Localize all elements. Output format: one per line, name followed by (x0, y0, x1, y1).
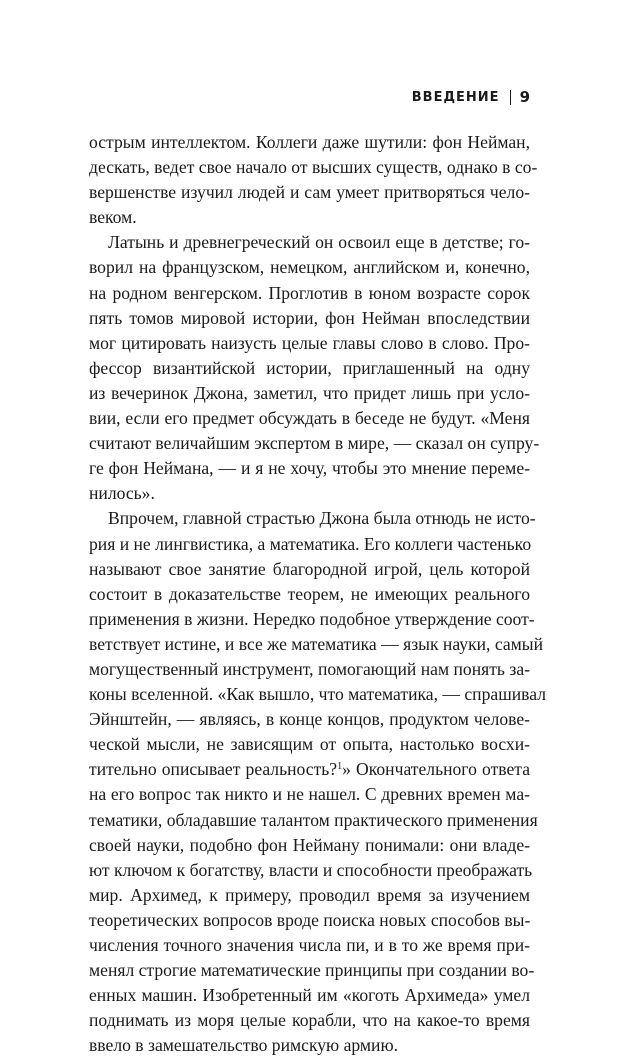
text-line-content: Латынь и древнегреческий он освоил еще в детстве; го- (108, 232, 530, 253)
text-line (89, 958, 535, 983)
text-line-continuation: » Окончательного ответа (342, 759, 530, 780)
text-line-content: ворил на французском, немецком, английском и, конечно, (89, 257, 530, 278)
text-line (89, 506, 536, 531)
text-line-content: тематики, обладавшие талантом практического применения (89, 809, 538, 830)
text-line (89, 481, 530, 506)
text-line-content: нилось». (89, 483, 155, 504)
text-line-content: ческой мысли, не зависящим от опыта, настолько восхи- (89, 734, 530, 755)
text-line (89, 306, 530, 331)
text-line (89, 582, 530, 607)
text-line-content: своей науки, подобно фон Нейману понимали: они владе- (89, 834, 530, 855)
text-line-content: дескать, ведет свое начало от высших существ, однако в со- (89, 157, 538, 178)
footnote-marker[interactable]: 1 (337, 761, 343, 773)
text-line (89, 707, 530, 732)
text-line (89, 532, 530, 557)
text-line (89, 230, 530, 255)
text-line (89, 456, 530, 481)
page-number: 9 (519, 88, 530, 106)
text-line (89, 406, 530, 431)
text-line-content: мог цитировать наизусть целые главы слово в слово. Про- (89, 332, 530, 353)
text-line (89, 281, 530, 306)
text-line (89, 155, 538, 180)
text-line-content: коны вселенной. «Как вышло, что математика, — спрашивал (89, 684, 546, 705)
text-line-content: на родном венгерском. Проглотив в юном возрасте сорок (89, 282, 530, 303)
text-line (89, 255, 530, 280)
text-line-content: на его вопрос так никто и не нашел. С древних времен ма- (89, 784, 530, 805)
text-line (89, 732, 530, 757)
text-line (89, 205, 530, 230)
text-line (89, 782, 530, 807)
text-line-content: теоретических вопросов вроде поиска новых способов вы- (89, 909, 531, 930)
text-line-content: фессор византийской истории, приглашенный на одну (89, 357, 530, 378)
text-line-content: тительно описывает реальность? (89, 759, 338, 780)
text-line (89, 833, 530, 858)
text-line-content: вии, если его предмет обсуждать в беседе не будут. «Меня (89, 408, 530, 429)
text-line (89, 180, 530, 205)
text-line-content: мир. Архимед, к примеру, проводил время за изучением (89, 884, 530, 905)
text-line (89, 381, 530, 406)
text-line-content: пять томов мировой истории, фон Нейман впоследствии (89, 307, 530, 328)
text-line (89, 858, 533, 883)
text-line-content: ветствует истине, и все же математика — язык науки, самый (89, 633, 544, 654)
text-line-content: ют ключом к богатству, власти и способности преображать (89, 859, 533, 880)
text-line (89, 607, 535, 632)
text-line (89, 657, 530, 682)
text-line-content: рия и не лингвистика, а математика. Его коллеги частенько (89, 533, 532, 554)
text-line-content: острым интеллектом. Коллеги даже шутили: фон Нейман, (89, 132, 530, 152)
text-line (89, 331, 530, 356)
running-header (412, 88, 530, 106)
text-line-content: называют свое занятие благородной игрой, цель которой (89, 558, 530, 579)
body-text (89, 130, 546, 1058)
text-line (89, 356, 530, 381)
text-line (89, 632, 544, 657)
text-line-content: могущественный инструмент, помогающий нам понять за- (89, 658, 530, 679)
text-line-content: вершенстве изучил людей и сам умеет притворяться чело- (89, 182, 530, 203)
text-line-content: менял строгие математические принципы при создании во- (89, 960, 535, 981)
text-line-content: поднимать из моря целые корабли, что на какое-то время (89, 1010, 530, 1031)
text-line (89, 682, 546, 707)
text-line-content: числения точного значения числа пи, и в то же время при- (89, 935, 530, 955)
text-line (89, 933, 530, 958)
text-line-content: применения в жизни. Нередко подобное утверждение соот- (89, 608, 535, 629)
text-line (89, 808, 538, 833)
text-line-content: енных машин. Изобретенный им «коготь Архимеда» умел (89, 985, 530, 1006)
text-line-content: веком. (89, 207, 137, 228)
text-line (89, 908, 530, 933)
text-line-content: ге фон Неймана, — и я не хочу, чтобы это мнение переме- (89, 458, 530, 479)
text-line (89, 1008, 530, 1033)
text-line-content: считают величайшим экспертом в мире, — сказал он супру- (89, 433, 540, 454)
text-line-content: из вечеринок Джона, заметил, что придет лишь при усло- (89, 382, 530, 403)
text-line (89, 883, 530, 908)
text-line (89, 431, 540, 456)
text-line-content: состоит в доказательстве теорем, не имеющих реального (89, 583, 530, 604)
text-line (89, 1033, 530, 1058)
text-line (89, 757, 530, 782)
text-line-content: Впрочем, главной страстью Джона была отнюдь не исто- (108, 508, 536, 529)
text-line (89, 130, 530, 155)
section-title: ВВЕДЕНИЕ (411, 89, 500, 105)
text-line-content: ввело в замешательство римскую армию. (89, 1035, 399, 1056)
text-line (89, 557, 530, 582)
text-line-content: Эйнштейн, — являясь, в конце концов, продуктом челове- (89, 709, 530, 730)
text-line (89, 983, 530, 1008)
header-divider (510, 90, 511, 105)
